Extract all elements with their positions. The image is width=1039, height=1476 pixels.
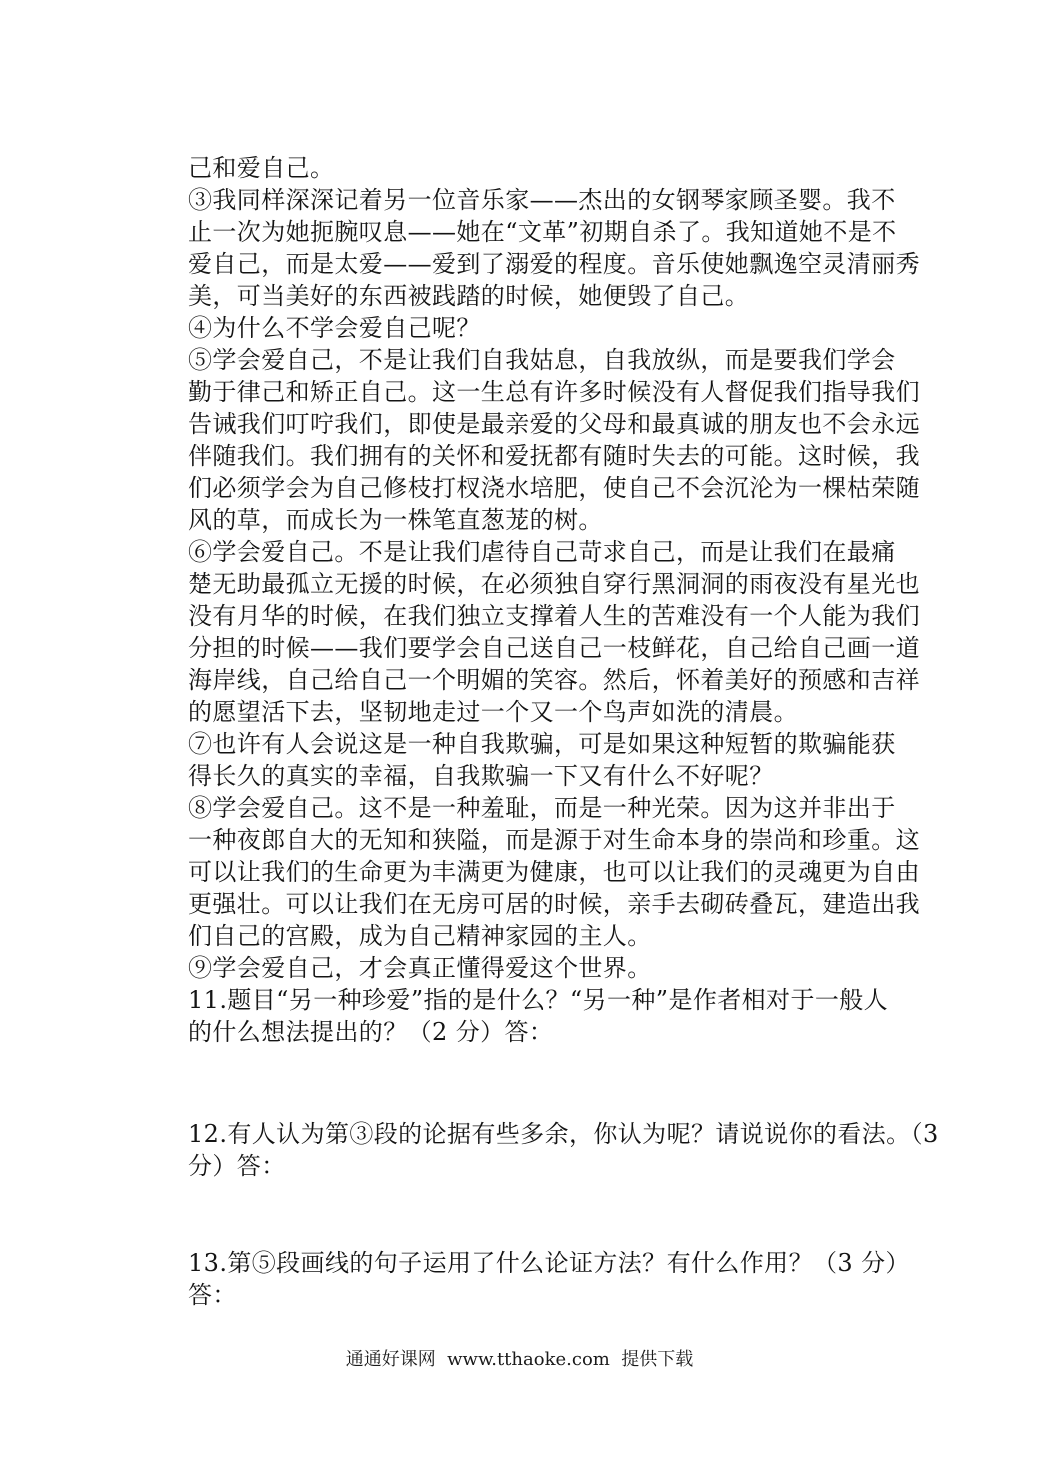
text-line: 海岸线，自己给自己一个明媚的笑容。然后，怀着美好的预感和吉祥	[188, 666, 920, 694]
text-line: ⑥学会爱自己。不是让我们虐待自己苛求自己，而是让我们在最痛	[188, 538, 896, 566]
text-line: 己和爱自己。	[188, 154, 335, 182]
text-line: 没有月华的时候，在我们独立支撑着人生的苦难没有一个人能为我们	[188, 602, 920, 630]
question-11-line: 的什么想法提出的？（2 分）答：	[188, 1018, 554, 1046]
text-line: 楚无助最孤立无援的时候，在必须独自穿行黑洞洞的雨夜没有星光也	[188, 570, 920, 598]
text-line: ⑦也许有人会说这是一种自我欺骗，可是如果这种短暂的欺骗能获	[188, 730, 896, 758]
question-13-line: 13.第⑤段画线的句子运用了什么论证方法？有什么作用？（3 分）	[188, 1249, 910, 1277]
page-footer: 通通好课网 www.tthaoke.com 提供下载	[345, 1349, 694, 1370]
text-line: 止一次为她扼腕叹息——她在“文革”初期自杀了。我知道她不是不	[188, 218, 897, 246]
text-line: 们必须学会为自己修枝打杈浇水培肥，使自己不会沉沦为一棵枯荣随	[188, 474, 920, 502]
text-line: ⑨学会爱自己，才会真正懂得爱这个世界。	[188, 954, 652, 982]
text-line: 告诫我们叮咛我们，即使是最亲爱的父母和最真诚的朋友也不会永远	[188, 410, 920, 438]
question-13-line: 答：	[188, 1281, 237, 1309]
question-12-line: 12.有人认为第③段的论据有些多余，你认为呢？请说说你的看法。（3	[188, 1120, 939, 1148]
text-line: ⑤学会爱自己，不是让我们自我姑息，自我放纵，而是要我们学会	[188, 346, 896, 374]
text-line: 可以让我们的生命更为丰满更为健康，也可以让我们的灵魂更为自由	[188, 858, 920, 886]
text-line: 分担的时候——我们要学会自己送自己一枝鲜花，自己给自己画一道	[188, 634, 920, 662]
text-line: 一种夜郎自大的无知和狭隘，而是源于对生命本身的崇尚和珍重。这	[188, 826, 920, 854]
text-line: 更强壮。可以让我们在无房可居的时候，亲手去砌砖叠瓦，建造出我	[188, 890, 920, 918]
text-line: 的愿望活下去，坚韧地走过一个又一个鸟声如洗的清晨。	[188, 698, 798, 726]
text-line: 们自己的宫殿，成为自己精神家园的主人。	[188, 922, 652, 950]
text-line: ③我同样深深记着另一位音乐家——杰出的女钢琴家顾圣婴。我不	[188, 186, 896, 214]
question-11-line: 11.题目“另一种珍爱”指的是什么？“另一种”是作者相对于一般人	[188, 986, 889, 1014]
text-line: 勤于律己和矫正自己。这一生总有许多时候没有人督促我们指导我们	[188, 378, 920, 406]
text-line: 风的草，而成长为一株笔直葱茏的树。	[188, 506, 603, 534]
text-line: ④为什么不学会爱自己呢？	[188, 314, 481, 342]
text-line: 伴随我们。我们拥有的关怀和爱抚都有随时失去的可能。这时候，我	[188, 442, 920, 470]
question-12-line: 分）答：	[188, 1152, 286, 1180]
text-line: 得长久的真实的幸福，自我欺骗一下又有什么不好呢？	[188, 762, 774, 790]
text-line: 美，可当美好的东西被践踏的时候，她便毁了自己。	[188, 282, 750, 310]
text-line: 爱自己，而是太爱——爱到了溺爱的程度。音乐使她飘逸空灵清丽秀	[188, 250, 920, 278]
text-line: ⑧学会爱自己。这不是一种羞耻，而是一种光荣。因为这并非出于	[188, 794, 896, 822]
